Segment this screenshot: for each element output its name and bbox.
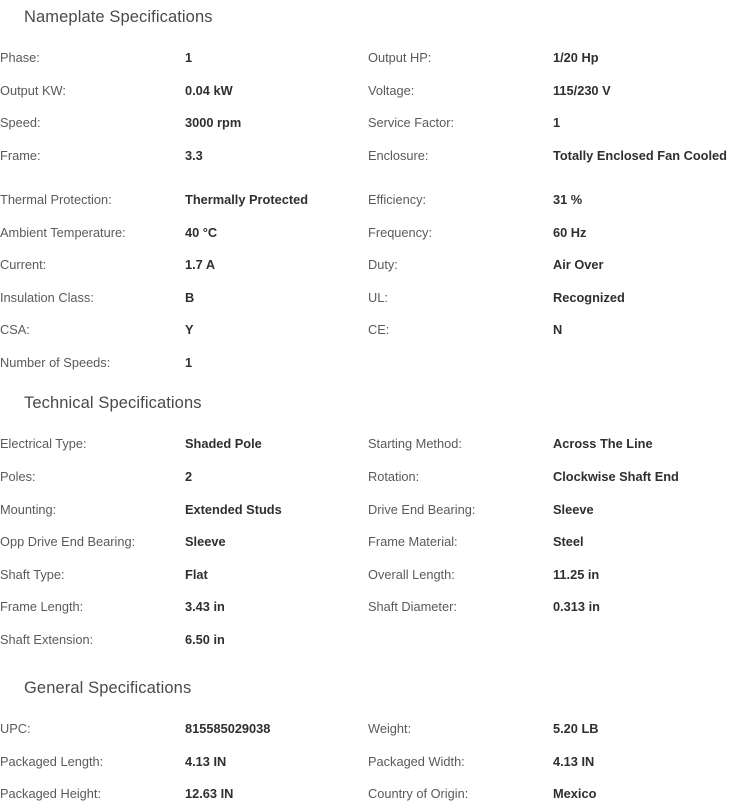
spec-label: UL: <box>368 289 388 305</box>
spec-label: CSA: <box>0 322 30 338</box>
spec-table-technical <box>0 413 756 653</box>
spec-value: N <box>553 322 563 338</box>
spec-value: Shaded Pole <box>185 436 262 452</box>
spec-value: 0.04 kW <box>185 82 233 98</box>
spec-label: Shaft Extension: <box>0 631 94 647</box>
table-row <box>0 458 756 491</box>
spec-value: B <box>185 289 195 305</box>
spec-value: 1.7 A <box>185 257 216 273</box>
table-row <box>0 743 756 776</box>
table-row <box>0 311 756 344</box>
table-row <box>0 556 756 589</box>
spec-label: Enclosure: <box>368 147 429 163</box>
spec-value: 815585029038 <box>185 721 271 737</box>
spec-label: Starting Method: <box>368 436 462 452</box>
spec-table-nameplate <box>0 27 756 376</box>
spec-label: Packaged Length: <box>0 753 104 769</box>
table-row <box>0 246 756 279</box>
spec-label: Frame Length: <box>0 599 84 615</box>
spec-label: Drive End Bearing: <box>368 501 476 517</box>
spec-value: 5.20 LB <box>553 721 599 737</box>
table-row <box>0 413 756 458</box>
spec-label: Shaft Diameter: <box>368 599 457 615</box>
spec-label: Frequency: <box>368 224 433 240</box>
table-row <box>0 588 756 621</box>
spec-label: Number of Speeds: <box>0 354 111 370</box>
spec-label: Mounting: <box>0 501 57 517</box>
spec-value: 1 <box>185 50 193 65</box>
spec-value: 115/230 V <box>553 82 611 98</box>
table-row <box>0 27 756 72</box>
spec-value: Steel <box>553 534 584 550</box>
spec-label: Rotation: <box>368 469 420 485</box>
spec-label: Speed: <box>0 115 41 131</box>
spec-value: 3.3 <box>185 147 203 163</box>
spec-label: Frame: <box>0 147 41 163</box>
spec-value: Recognized <box>553 289 625 305</box>
spec-label: Electrical Type: <box>0 436 87 452</box>
spec-value: Extended Studs <box>185 501 282 517</box>
table-row <box>0 279 756 312</box>
spec-value: 6.50 in <box>185 631 225 647</box>
section-technical-specifications <box>0 394 756 653</box>
spec-label: CE: <box>368 322 390 338</box>
spec-label: Phase: <box>0 50 40 65</box>
spec-label: Voltage: <box>368 82 415 98</box>
spec-value: Y <box>185 322 194 338</box>
spec-value: Flat <box>185 566 208 582</box>
spec-value: 0.313 in <box>553 599 600 615</box>
table-row <box>0 104 756 137</box>
spec-value: 2 <box>185 469 193 485</box>
spec-label: Opp Drive End Bearing: <box>0 534 136 550</box>
spec-label: Shaft Type: <box>0 566 65 582</box>
spec-value: 40 °C <box>185 224 218 240</box>
spec-label: UPC: <box>0 721 31 737</box>
spec-label: Packaged Height: <box>0 786 102 802</box>
spec-table-general <box>0 698 756 808</box>
spec-value: Thermally Protected <box>185 192 309 208</box>
spec-label: Duty: <box>368 257 398 273</box>
spec-label: Weight: <box>368 721 412 737</box>
spec-label: Current: <box>0 257 47 273</box>
table-row <box>0 137 756 170</box>
spec-value: Sleeve <box>185 534 226 550</box>
spec-label: Insulation Class: <box>0 289 94 305</box>
table-row <box>0 523 756 556</box>
spec-label: Ambient Temperature: <box>0 224 126 240</box>
table-row <box>0 169 756 214</box>
spec-value: 60 Hz <box>553 224 587 240</box>
spec-label: Efficiency: <box>368 192 427 208</box>
spec-value: 11.25 in <box>553 566 600 582</box>
spec-label: Thermal Protection: <box>0 192 112 208</box>
spec-value: Sleeve <box>553 501 594 517</box>
table-row <box>0 621 756 654</box>
section-nameplate-specifications <box>0 8 756 376</box>
spec-value: Air Over <box>553 257 604 273</box>
spec-label: Service Factor: <box>368 115 455 131</box>
spec-value: 1/20 Hp <box>553 50 599 65</box>
spec-value: 1 <box>185 354 193 370</box>
spec-label: Overall Length: <box>368 566 455 582</box>
table-row <box>0 775 756 808</box>
spec-label: Packaged Width: <box>368 753 465 769</box>
spec-value: 3000 rpm <box>185 115 242 131</box>
spec-label: Output HP: <box>368 50 432 65</box>
spec-value: 12.63 IN <box>185 786 234 802</box>
spec-value: Mexico <box>553 786 597 802</box>
table-row <box>0 214 756 247</box>
spec-label: Output KW: <box>0 82 66 98</box>
section-title: Technical Specifications <box>24 394 202 413</box>
spec-label: Frame Material: <box>368 534 458 550</box>
section-title: Nameplate Specifications <box>24 8 213 26</box>
spec-value: 4.13 IN <box>553 753 595 769</box>
spec-value: Clockwise Shaft End <box>553 469 679 485</box>
spec-value: Across The Line <box>553 436 653 452</box>
spec-label: Country of Origin: <box>368 786 469 802</box>
spec-value: 3.43 in <box>185 599 225 615</box>
section-general-specifications <box>0 679 756 808</box>
table-row <box>0 491 756 524</box>
spec-label: Poles: <box>0 469 36 485</box>
spec-value: 1 <box>553 115 561 131</box>
spec-value: Totally Enclosed Fan Cooled <box>553 147 727 163</box>
table-row <box>0 72 756 105</box>
table-row <box>0 344 756 377</box>
spec-value: 4.13 IN <box>185 753 227 769</box>
spec-value: 31 % <box>553 192 583 208</box>
table-row <box>0 698 756 743</box>
section-title: General Specifications <box>24 679 192 698</box>
